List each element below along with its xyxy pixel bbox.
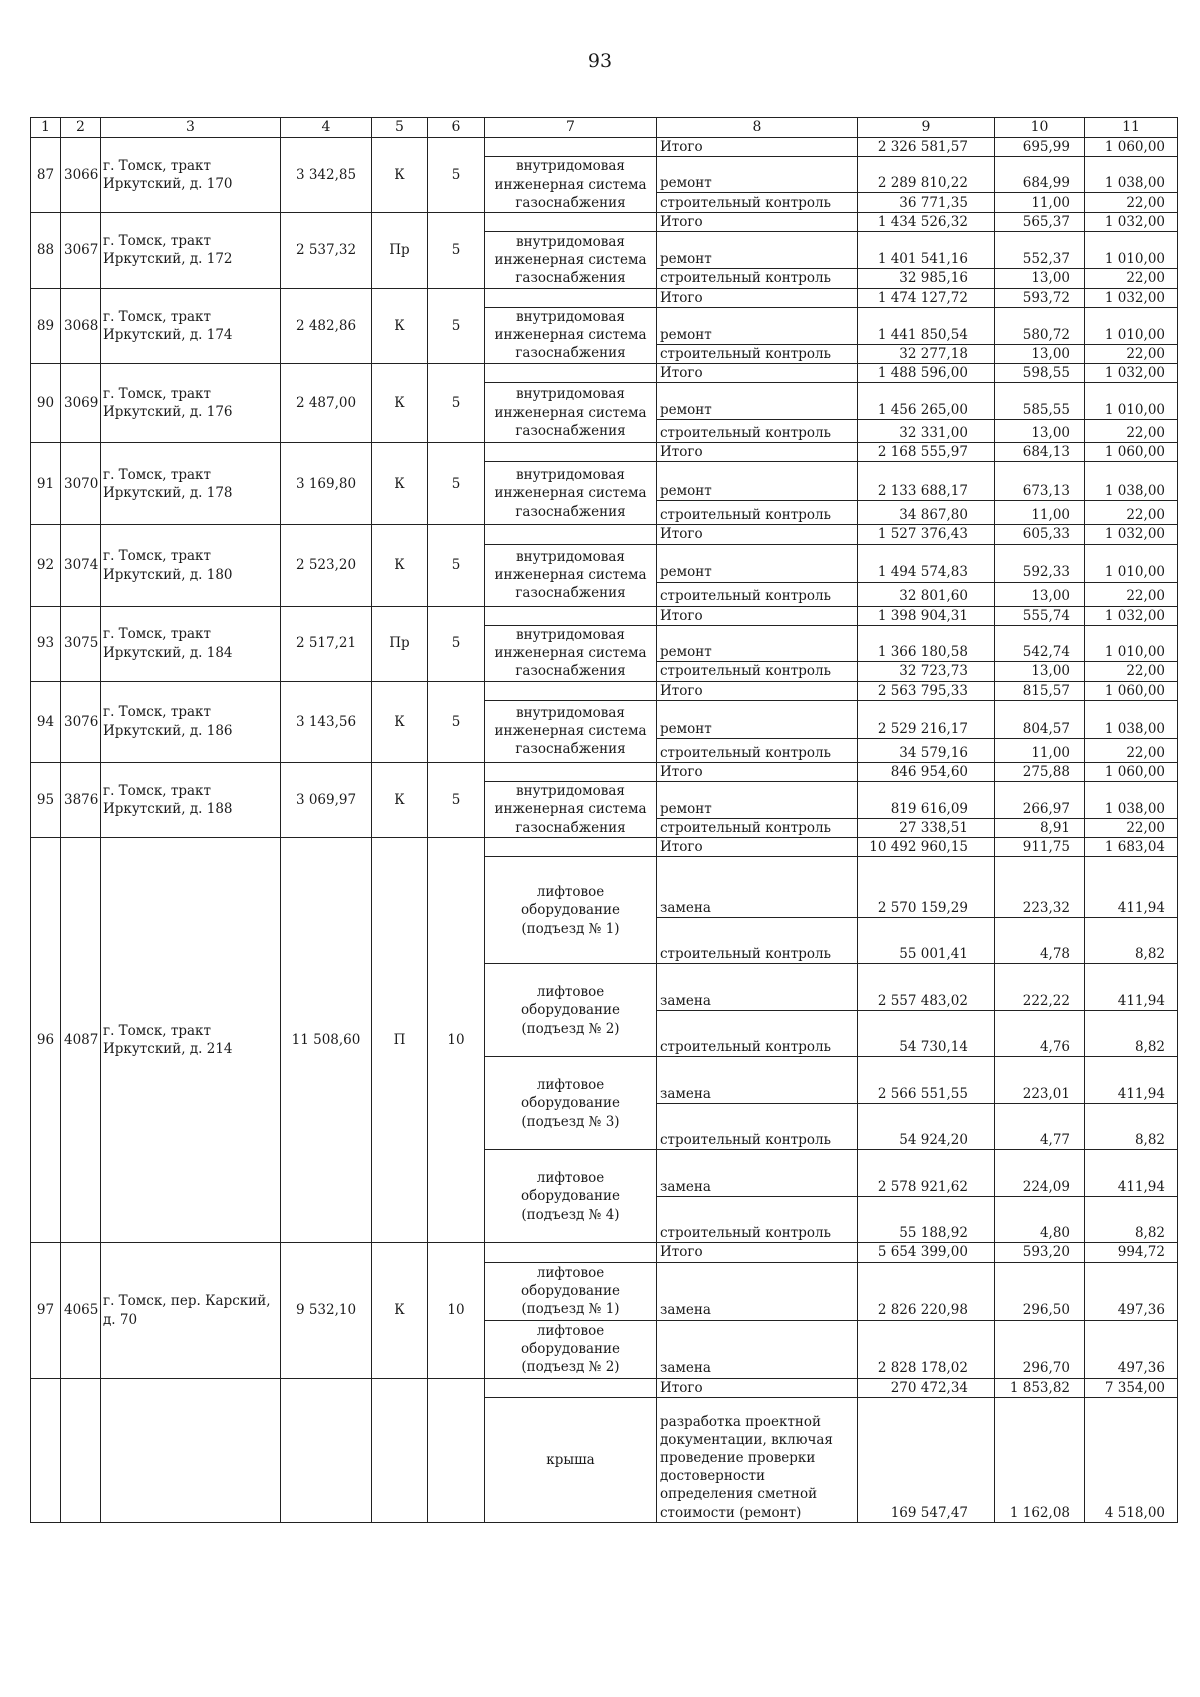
area-cell: 11 508,60	[281, 838, 372, 1243]
limit-cost-cell: 1 010,00	[1085, 383, 1178, 420]
address-cell: г. Томск, тракт Иркутский, д. 170	[101, 137, 281, 212]
system-cell-empty	[485, 288, 657, 307]
wall-material-cell: К	[372, 443, 428, 525]
system-cell-empty	[485, 1378, 657, 1397]
limit-cost-cell: 1 032,00	[1085, 213, 1178, 232]
unit-cost-cell: 8,91	[995, 818, 1085, 837]
work-type-cell: строительный контроль	[657, 1011, 858, 1057]
work-type-cell: ремонт	[657, 383, 858, 420]
cost-cell: 36 771,35	[858, 193, 995, 213]
limit-cost-cell: 22,00	[1085, 193, 1178, 213]
cost-cell: 1 401 541,16	[858, 232, 995, 269]
page-number: 93	[587, 50, 613, 72]
area-cell: 3 069,97	[281, 762, 372, 837]
cost-cell: 169 547,47	[858, 1397, 995, 1522]
house-code-cell: 4087	[61, 838, 101, 1243]
house-total-row	[31, 137, 1178, 156]
unit-cost-cell: 673,13	[995, 462, 1085, 501]
cost-cell: 2 826 220,98	[858, 1262, 995, 1320]
limit-cost-cell: 1 060,00	[1085, 681, 1178, 700]
system-cell-empty	[485, 213, 657, 232]
unit-cost-cell: 804,57	[995, 700, 1085, 738]
work-type-cell: ремонт	[657, 462, 858, 501]
limit-cost-cell: 1 032,00	[1085, 606, 1178, 625]
work-type-cell: строительный контроль	[657, 420, 858, 443]
column-header: 10	[995, 118, 1085, 138]
cost-cell: 2 133 688,17	[858, 462, 995, 501]
cost-cell: 55 001,41	[858, 918, 995, 964]
wall-material-cell: П	[372, 838, 428, 1243]
cost-cell: 32 723,73	[858, 662, 995, 681]
work-type-cell: строительный контроль	[657, 582, 858, 606]
house-total-row	[31, 1243, 1178, 1262]
work-type-cell: ремонт	[657, 625, 858, 661]
house-total-row	[31, 606, 1178, 625]
unit-cost-cell: 1 853,82	[995, 1378, 1085, 1397]
work-type-cell: строительный контроль	[657, 269, 858, 288]
house-total-row	[31, 363, 1178, 382]
unit-cost-cell: 296,70	[995, 1320, 1085, 1378]
unit-cost-cell: 13,00	[995, 269, 1085, 288]
cost-cell: 1 398 904,31	[858, 606, 995, 625]
address-cell: г. Томск, тракт Иркутский, д. 180	[101, 525, 281, 606]
cost-cell: 1 494 574,83	[858, 544, 995, 582]
house-code-cell: 3876	[61, 762, 101, 837]
system-cell: лифтовое оборудование (подъезд № 3)	[485, 1057, 657, 1150]
column-header: 5	[372, 118, 428, 138]
unit-cost-cell: 13,00	[995, 662, 1085, 681]
unit-cost-cell: 13,00	[995, 420, 1085, 443]
system-cell: внутридомовая инженерная система газоснабжения	[485, 625, 657, 681]
house-total-row	[31, 762, 1178, 781]
work-type-cell: ремонт	[657, 157, 858, 193]
unit-cost-cell: 224,09	[995, 1150, 1085, 1197]
floors-cell: 5	[428, 363, 485, 442]
house-code-cell: 3075	[61, 606, 101, 681]
row-number-cell: 89	[31, 288, 61, 363]
limit-cost-cell: 22,00	[1085, 818, 1178, 837]
limit-cost-cell: 1 010,00	[1085, 307, 1178, 344]
column-header: 3	[101, 118, 281, 138]
unit-cost-cell: 593,20	[995, 1243, 1085, 1262]
system-cell-empty	[485, 137, 657, 156]
limit-cost-cell: 8,82	[1085, 1197, 1178, 1243]
house-code-cell: 3069	[61, 363, 101, 442]
unit-cost-cell: 552,37	[995, 232, 1085, 269]
limit-cost-cell: 1 032,00	[1085, 363, 1178, 382]
limit-cost-cell: 1 032,00	[1085, 525, 1178, 544]
limit-cost-cell: 497,36	[1085, 1320, 1178, 1378]
area-cell: 2 537,32	[281, 213, 372, 288]
cost-cell: 27 338,51	[858, 818, 995, 837]
limit-cost-cell: 22,00	[1085, 582, 1178, 606]
unit-cost-cell: 911,75	[995, 838, 1085, 857]
system-cell-empty	[485, 525, 657, 544]
unit-cost-cell: 580,72	[995, 307, 1085, 344]
unit-cost-cell: 222,22	[995, 964, 1085, 1011]
column-header: 9	[858, 118, 995, 138]
house-total-row	[31, 213, 1178, 232]
work-type-cell: ремонт	[657, 307, 858, 344]
row-number-cell: 96	[31, 838, 61, 1243]
area-cell: 9 532,10	[281, 1243, 372, 1378]
wall-material-cell: К	[372, 363, 428, 442]
limit-cost-cell: 411,94	[1085, 1057, 1178, 1104]
floors-cell: 5	[428, 213, 485, 288]
limit-cost-cell: 1 038,00	[1085, 157, 1178, 193]
cost-cell: 2 566 551,55	[858, 1057, 995, 1104]
system-cell: внутридомовая инженерная система газоснабжения	[485, 232, 657, 288]
floors-cell: 5	[428, 525, 485, 606]
house-code-cell: 3070	[61, 443, 101, 525]
work-type-cell: строительный контроль	[657, 344, 858, 363]
cost-cell: 1 456 265,00	[858, 383, 995, 420]
work-type-cell: Итого	[657, 1378, 858, 1397]
address-cell: г. Томск, тракт Иркутский, д. 186	[101, 681, 281, 762]
header-row	[31, 118, 1178, 138]
limit-cost-cell: 1 038,00	[1085, 700, 1178, 738]
unit-cost-cell: 275,88	[995, 762, 1085, 781]
empty-cell	[101, 1378, 281, 1522]
system-cell: лифтовое оборудование (подъезд № 1)	[485, 1262, 657, 1320]
cost-cell: 2 563 795,33	[858, 681, 995, 700]
limit-cost-cell: 1 032,00	[1085, 288, 1178, 307]
cost-cell: 1 474 127,72	[858, 288, 995, 307]
limit-cost-cell: 1 038,00	[1085, 781, 1178, 818]
cost-cell: 2 289 810,22	[858, 157, 995, 193]
area-cell: 3 143,56	[281, 681, 372, 762]
work-type-cell: замена	[657, 1057, 858, 1104]
work-type-cell: Итого	[657, 363, 858, 382]
floors-cell: 5	[428, 443, 485, 525]
limit-cost-cell: 22,00	[1085, 420, 1178, 443]
unit-cost-cell: 592,33	[995, 544, 1085, 582]
empty-cell	[372, 1378, 428, 1522]
work-type-cell: Итого	[657, 443, 858, 462]
unit-cost-cell: 11,00	[995, 738, 1085, 762]
system-cell: внутридомовая инженерная система газоснабжения	[485, 700, 657, 762]
work-type-cell: строительный контроль	[657, 1104, 858, 1150]
work-type-cell: Итого	[657, 525, 858, 544]
limit-cost-cell: 411,94	[1085, 1150, 1178, 1197]
cost-cell: 34 579,16	[858, 738, 995, 762]
limit-cost-cell: 8,82	[1085, 1104, 1178, 1150]
cost-cell: 270 472,34	[858, 1378, 995, 1397]
limit-cost-cell: 1 038,00	[1085, 462, 1178, 501]
wall-material-cell: К	[372, 681, 428, 762]
column-header: 2	[61, 118, 101, 138]
unit-cost-cell: 695,99	[995, 137, 1085, 156]
wall-material-cell: Пр	[372, 606, 428, 681]
work-type-cell: разработка проектной документации, включая проведение проверки достоверности определения сметной стоимости (ремонт)	[657, 1397, 858, 1522]
work-type-cell: Итого	[657, 137, 858, 156]
unit-cost-cell: 598,55	[995, 363, 1085, 382]
work-type-cell: ремонт	[657, 544, 858, 582]
cost-cell: 1 366 180,58	[858, 625, 995, 661]
system-cell: внутридомовая инженерная система газоснабжения	[485, 383, 657, 443]
floors-cell: 5	[428, 288, 485, 363]
address-cell: г. Томск, тракт Иркутский, д. 174	[101, 288, 281, 363]
work-type-cell: строительный контроль	[657, 818, 858, 837]
system-cell: внутридомовая инженерная система газоснабжения	[485, 544, 657, 606]
house-code-cell: 3074	[61, 525, 101, 606]
house-code-cell: 4065	[61, 1243, 101, 1378]
unit-cost-cell: 13,00	[995, 582, 1085, 606]
wall-material-cell: Пр	[372, 213, 428, 288]
row-number-cell: 87	[31, 137, 61, 212]
unit-cost-cell: 605,33	[995, 525, 1085, 544]
unit-cost-cell: 684,99	[995, 157, 1085, 193]
house-total-row	[31, 525, 1178, 544]
system-cell: лифтовое оборудование (подъезд № 2)	[485, 964, 657, 1057]
work-type-cell: замена	[657, 1150, 858, 1197]
system-cell-empty	[485, 838, 657, 857]
area-cell: 3 169,80	[281, 443, 372, 525]
unit-cost-cell: 11,00	[995, 501, 1085, 525]
column-header: 6	[428, 118, 485, 138]
address-cell: г. Томск, тракт Иркутский, д. 214	[101, 838, 281, 1243]
system-cell-empty	[485, 363, 657, 382]
column-header: 4	[281, 118, 372, 138]
work-type-cell: ремонт	[657, 781, 858, 818]
wall-material-cell: К	[372, 288, 428, 363]
empty-cell	[61, 1378, 101, 1522]
cost-cell: 2 326 581,57	[858, 137, 995, 156]
unit-cost-cell: 296,50	[995, 1262, 1085, 1320]
limit-cost-cell: 411,94	[1085, 964, 1178, 1011]
empty-cell	[31, 1378, 61, 1522]
wall-material-cell: К	[372, 762, 428, 837]
work-type-cell: строительный контроль	[657, 662, 858, 681]
limit-cost-cell: 1 683,04	[1085, 838, 1178, 857]
house-code-cell: 3068	[61, 288, 101, 363]
unit-cost-cell: 542,74	[995, 625, 1085, 661]
address-cell: г. Томск, тракт Иркутский, д. 184	[101, 606, 281, 681]
work-type-cell: ремонт	[657, 232, 858, 269]
wall-material-cell: К	[372, 137, 428, 212]
system-cell: лифтовое оборудование (подъезд № 4)	[485, 1150, 657, 1243]
work-type-cell: Итого	[657, 606, 858, 625]
limit-cost-cell: 411,94	[1085, 857, 1178, 918]
house-total-row	[31, 838, 1178, 857]
cost-cell: 32 331,00	[858, 420, 995, 443]
system-cell: лифтовое оборудование (подъезд № 2)	[485, 1320, 657, 1378]
work-type-cell: замена	[657, 964, 858, 1011]
work-type-cell: строительный контроль	[657, 501, 858, 525]
cost-cell: 32 985,16	[858, 269, 995, 288]
unit-cost-cell: 4,80	[995, 1197, 1085, 1243]
work-type-cell: ремонт	[657, 700, 858, 738]
column-header: 8	[657, 118, 858, 138]
house-code-cell: 3067	[61, 213, 101, 288]
cost-cell: 846 954,60	[858, 762, 995, 781]
unit-cost-cell: 11,00	[995, 193, 1085, 213]
system-cell-empty	[485, 443, 657, 462]
unit-cost-cell: 266,97	[995, 781, 1085, 818]
address-cell: г. Томск, тракт Иркутский, д. 172	[101, 213, 281, 288]
floors-cell: 5	[428, 606, 485, 681]
empty-cell	[281, 1378, 372, 1522]
cost-cell: 32 801,60	[858, 582, 995, 606]
work-type-cell: Итого	[657, 1243, 858, 1262]
house-total-row	[31, 681, 1178, 700]
cost-cell: 819 616,09	[858, 781, 995, 818]
column-header: 7	[485, 118, 657, 138]
cost-cell: 2 529 216,17	[858, 700, 995, 738]
unit-cost-cell: 223,32	[995, 857, 1085, 918]
cost-cell: 1 434 526,32	[858, 213, 995, 232]
system-cell: внутридомовая инженерная система газоснабжения	[485, 307, 657, 363]
area-cell: 2 482,86	[281, 288, 372, 363]
work-type-cell: строительный контроль	[657, 1197, 858, 1243]
unit-cost-cell: 4,77	[995, 1104, 1085, 1150]
area-cell: 2 523,20	[281, 525, 372, 606]
row-number-cell: 97	[31, 1243, 61, 1378]
limit-cost-cell: 22,00	[1085, 344, 1178, 363]
empty-cell	[428, 1378, 485, 1522]
work-type-cell: строительный контроль	[657, 193, 858, 213]
cost-cell: 1 441 850,54	[858, 307, 995, 344]
column-header: 1	[31, 118, 61, 138]
limit-cost-cell: 1 060,00	[1085, 762, 1178, 781]
house-code-cell: 3066	[61, 137, 101, 212]
limit-cost-cell: 8,82	[1085, 918, 1178, 964]
floors-cell: 10	[428, 838, 485, 1243]
row-number-cell: 93	[31, 606, 61, 681]
area-cell: 3 342,85	[281, 137, 372, 212]
work-type-cell: Итого	[657, 213, 858, 232]
cost-cell: 2 557 483,02	[858, 964, 995, 1011]
unit-cost-cell: 1 162,08	[995, 1397, 1085, 1522]
system-cell-empty	[485, 606, 657, 625]
cost-cell: 2 570 159,29	[858, 857, 995, 918]
cost-cell: 2 578 921,62	[858, 1150, 995, 1197]
area-cell: 2 517,21	[281, 606, 372, 681]
address-cell: г. Томск, пер. Карский, д. 70	[101, 1243, 281, 1378]
limit-cost-cell: 1 010,00	[1085, 544, 1178, 582]
work-type-cell: строительный контроль	[657, 918, 858, 964]
unit-cost-cell: 223,01	[995, 1057, 1085, 1104]
limit-cost-cell: 1 060,00	[1085, 443, 1178, 462]
system-cell-empty	[485, 1243, 657, 1262]
cost-cell: 2 168 555,97	[858, 443, 995, 462]
limit-cost-cell: 22,00	[1085, 269, 1178, 288]
unit-cost-cell: 4,78	[995, 918, 1085, 964]
limit-cost-cell: 994,72	[1085, 1243, 1178, 1262]
cost-cell: 2 828 178,02	[858, 1320, 995, 1378]
system-cell-empty	[485, 762, 657, 781]
unit-cost-cell: 13,00	[995, 344, 1085, 363]
cost-cell: 54 924,20	[858, 1104, 995, 1150]
row-number-cell: 91	[31, 443, 61, 525]
limit-cost-cell: 22,00	[1085, 501, 1178, 525]
system-cell: крыша	[485, 1397, 657, 1522]
row-number-cell: 94	[31, 681, 61, 762]
cost-cell: 10 492 960,15	[858, 838, 995, 857]
cost-cell: 1 488 596,00	[858, 363, 995, 382]
unit-cost-cell: 555,74	[995, 606, 1085, 625]
limit-cost-cell: 1 060,00	[1085, 137, 1178, 156]
unit-cost-cell: 4,76	[995, 1011, 1085, 1057]
house-total-row	[31, 1378, 1178, 1397]
system-cell: внутридомовая инженерная система газоснабжения	[485, 462, 657, 525]
limit-cost-cell: 497,36	[1085, 1262, 1178, 1320]
system-cell: внутридомовая инженерная система газоснабжения	[485, 781, 657, 837]
wall-material-cell: К	[372, 1243, 428, 1378]
address-cell: г. Томск, тракт Иркутский, д. 176	[101, 363, 281, 442]
work-type-cell: Итого	[657, 838, 858, 857]
row-number-cell: 90	[31, 363, 61, 442]
address-cell: г. Томск, тракт Иркутский, д. 178	[101, 443, 281, 525]
system-cell: внутридомовая инженерная система газоснабжения	[485, 157, 657, 213]
limit-cost-cell: 1 010,00	[1085, 625, 1178, 661]
unit-cost-cell: 593,72	[995, 288, 1085, 307]
cost-cell: 55 188,92	[858, 1197, 995, 1243]
floors-cell: 5	[428, 762, 485, 837]
address-cell: г. Томск, тракт Иркутский, д. 188	[101, 762, 281, 837]
row-number-cell: 88	[31, 213, 61, 288]
area-cell: 2 487,00	[281, 363, 372, 442]
cost-cell: 1 527 376,43	[858, 525, 995, 544]
limit-cost-cell: 22,00	[1085, 738, 1178, 762]
floors-cell: 10	[428, 1243, 485, 1378]
limit-cost-cell: 4 518,00	[1085, 1397, 1178, 1522]
house-code-cell: 3076	[61, 681, 101, 762]
work-type-cell: замена	[657, 857, 858, 918]
unit-cost-cell: 815,57	[995, 681, 1085, 700]
floors-cell: 5	[428, 681, 485, 762]
column-header: 11	[1085, 118, 1178, 138]
system-cell: лифтовое оборудование (подъезд № 1)	[485, 857, 657, 964]
work-type-cell: Итого	[657, 762, 858, 781]
cost-cell: 32 277,18	[858, 344, 995, 363]
unit-cost-cell: 684,13	[995, 443, 1085, 462]
limit-cost-cell: 8,82	[1085, 1011, 1178, 1057]
unit-cost-cell: 585,55	[995, 383, 1085, 420]
limit-cost-cell: 22,00	[1085, 662, 1178, 681]
unit-cost-cell: 565,37	[995, 213, 1085, 232]
work-type-cell: замена	[657, 1320, 858, 1378]
work-type-cell: Итого	[657, 681, 858, 700]
house-total-row	[31, 443, 1178, 462]
house-total-row	[31, 288, 1178, 307]
registry-table	[30, 117, 1178, 1523]
cost-cell: 54 730,14	[858, 1011, 995, 1057]
system-cell-empty	[485, 681, 657, 700]
row-number-cell: 92	[31, 525, 61, 606]
wall-material-cell: К	[372, 525, 428, 606]
floors-cell: 5	[428, 137, 485, 212]
work-type-cell: строительный контроль	[657, 738, 858, 762]
work-type-cell: Итого	[657, 288, 858, 307]
row-number-cell: 95	[31, 762, 61, 837]
cost-cell: 5 654 399,00	[858, 1243, 995, 1262]
limit-cost-cell: 7 354,00	[1085, 1378, 1178, 1397]
work-type-cell: замена	[657, 1262, 858, 1320]
limit-cost-cell: 1 010,00	[1085, 232, 1178, 269]
cost-cell: 34 867,80	[858, 501, 995, 525]
